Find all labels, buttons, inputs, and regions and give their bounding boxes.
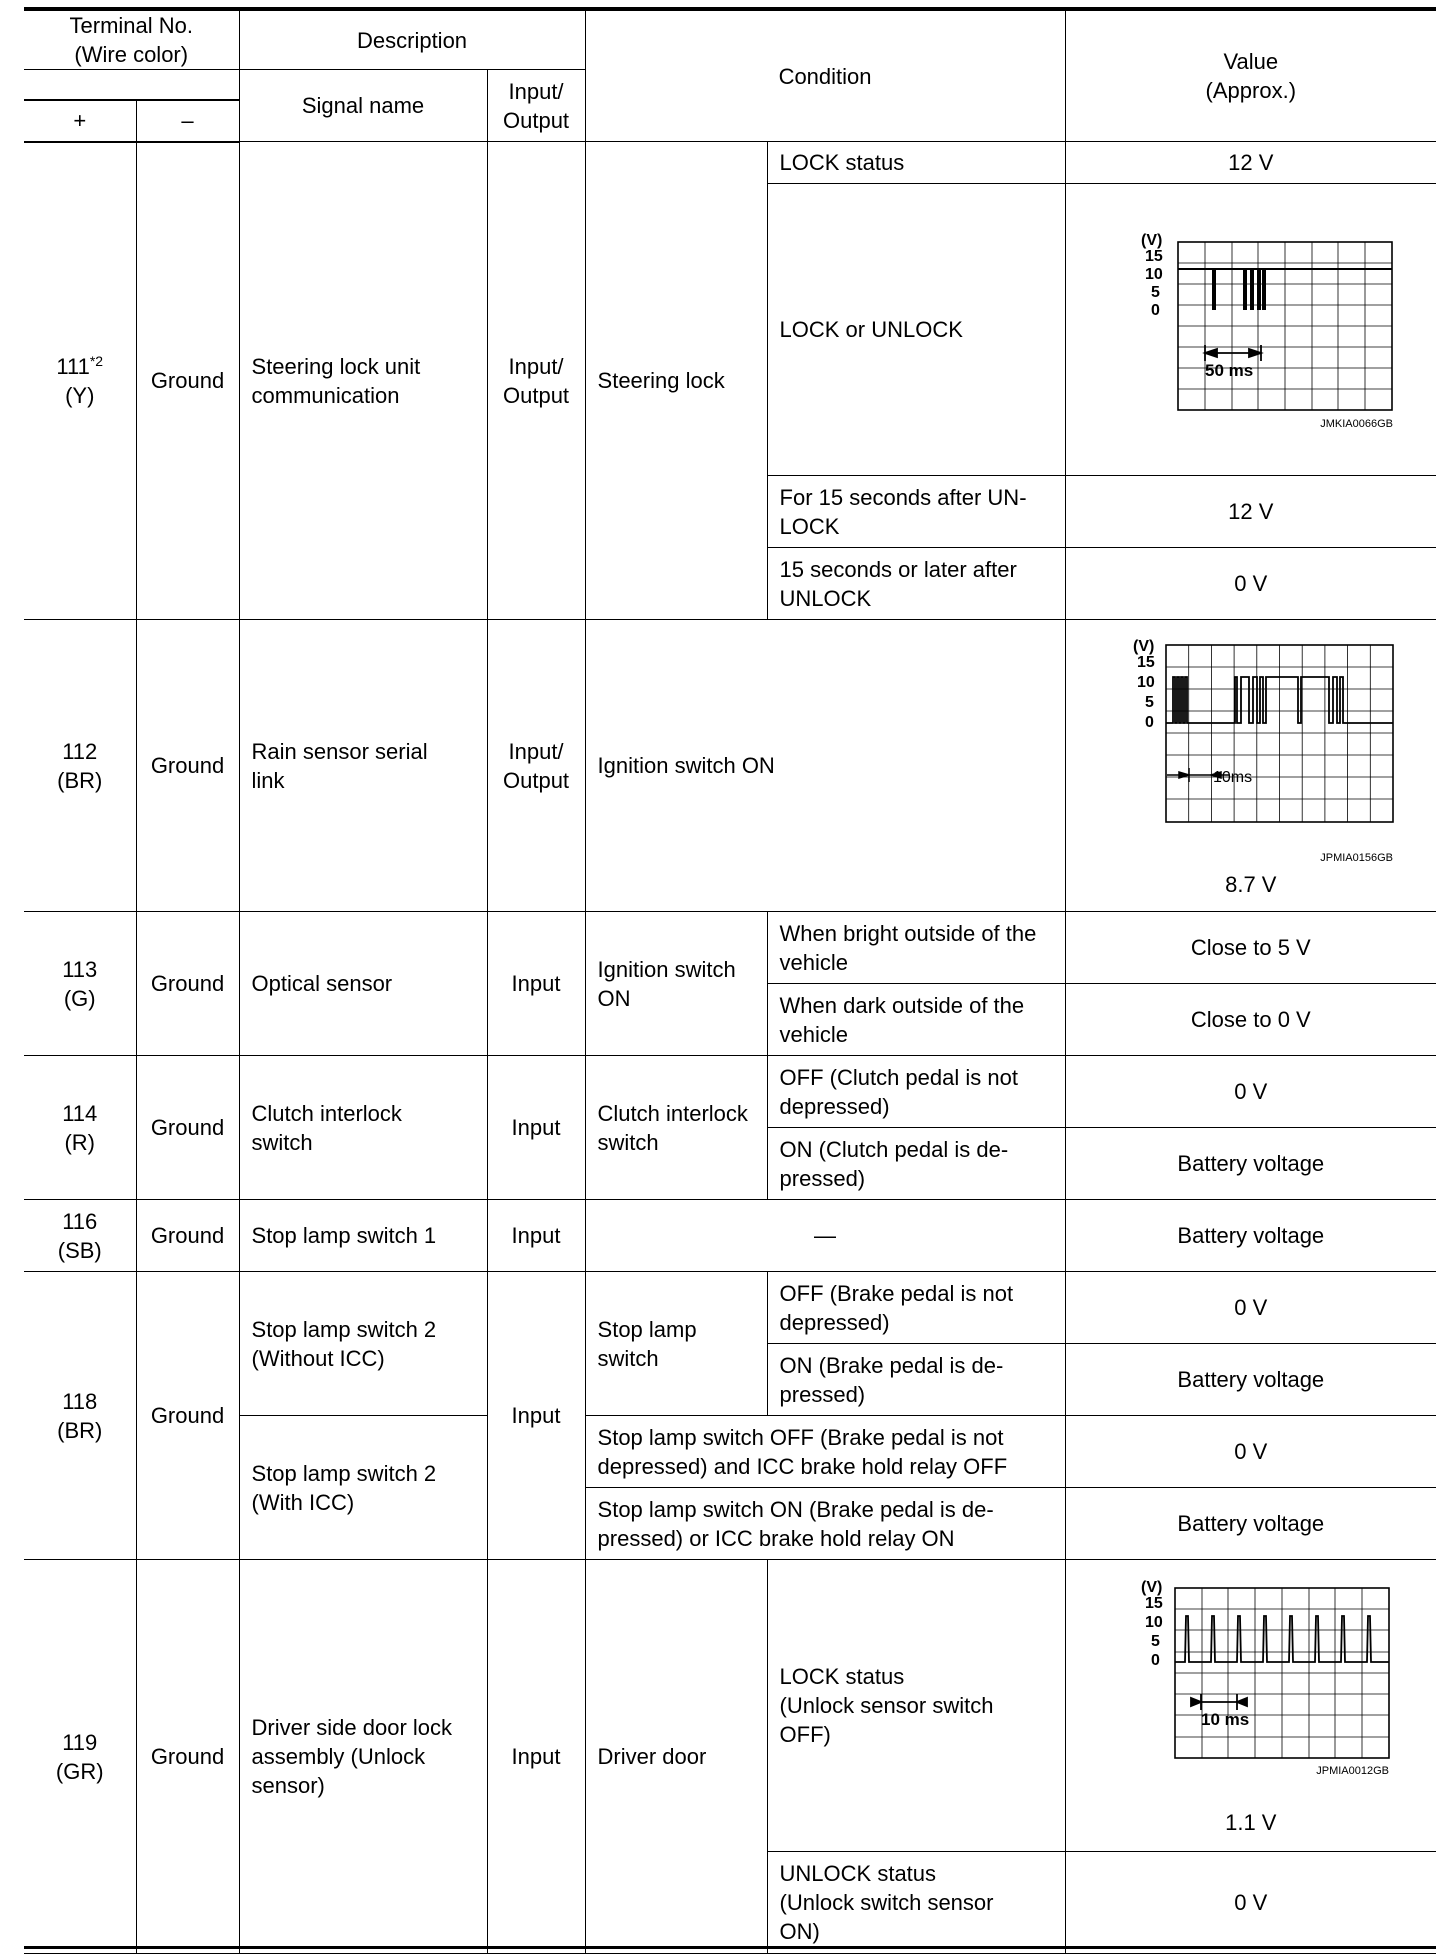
value-text: 8.7 V <box>1225 871 1277 897</box>
signal-name-cell: Stop lamp switch 2 (With ICC) <box>239 1416 487 1560</box>
condition-sub-cell: ON (Clutch pedal is de- pressed) <box>767 1128 1065 1200</box>
description-header: Description <box>239 11 585 70</box>
signal-name-cell: Stop lamp switch 2 (Without ICC) <box>239 1272 487 1416</box>
terminal-cell: 118 (BR) <box>24 1272 136 1560</box>
ground-cell: Ground <box>136 620 239 912</box>
ground-cell: Ground <box>136 912 239 1056</box>
wave-figure-code: JPMIA0012GB <box>1316 1765 1389 1777</box>
condition-main-cell: Driver door <box>585 1560 767 1954</box>
waveform-rain-sensor <box>1101 633 1401 868</box>
wave-grid <box>1175 1588 1389 1758</box>
io-cell: Input <box>487 912 585 1056</box>
io-header: Input/ Output <box>487 70 585 142</box>
table-row <box>24 1560 1436 1852</box>
signal-name-cell: Clutch interlock switch <box>239 1056 487 1200</box>
wave-time-marker <box>1191 1694 1247 1710</box>
terminal-cell: 114 (R) <box>24 1056 136 1200</box>
condition-cell: Stop lamp switch OFF (Brake pedal is not depressed) and ICC brake hold relay OFF <box>585 1416 1065 1488</box>
waveform-unlock-sensor <box>1101 1574 1401 1806</box>
wave-time-label: 50 ms <box>1204 360 1253 380</box>
wave-grid <box>1166 645 1393 822</box>
table-row <box>24 912 1436 984</box>
value-header: Value (Approx.) <box>1065 11 1436 142</box>
wave-figure-code: JMKIA0066GB <box>1320 417 1393 430</box>
condition-main-cell: Ignition switch ON <box>585 912 767 1056</box>
io-cell: Input/ Output <box>487 142 585 620</box>
condition-sub-cell: 15 seconds or later after UNLOCK <box>767 548 1065 620</box>
terminal-no-header: Terminal No. (Wire color) <box>24 11 239 70</box>
wave-unit: (V) <box>1132 637 1155 655</box>
value-cell: Close to 5 V <box>1065 912 1436 984</box>
condition-main-cell: Steering lock <box>585 142 767 620</box>
condition-main-cell: Clutch interlock switch <box>585 1056 767 1200</box>
table-header <box>24 11 1436 142</box>
wave-figure-code: JPMIA0156GB <box>1320 851 1393 864</box>
value-text: 1.1 V <box>1225 1810 1277 1835</box>
wave-tick-10: 10 <box>1144 265 1163 283</box>
wave-tick-10: 10 <box>1136 673 1155 691</box>
wave-tick-0: 0 <box>1150 301 1160 319</box>
condition-header: Condition <box>585 11 1065 142</box>
wave-unit: (V) <box>1140 231 1163 249</box>
condition-sub-cell: OFF (Clutch pedal is not depressed) <box>767 1056 1065 1128</box>
io-cell: Input <box>487 1560 585 1954</box>
value-cell: 12 V <box>1065 476 1436 548</box>
table-row <box>24 620 1436 912</box>
wave-tick-10: 10 <box>1144 1614 1163 1631</box>
ground-cell: Ground <box>136 1272 239 1560</box>
waveform-cell <box>1065 620 1436 912</box>
value-cell: 0 V <box>1065 1416 1436 1488</box>
condition-sub-cell: LOCK status (Unlock sensor switch OFF) <box>767 1560 1065 1852</box>
condition-sub-cell: LOCK or UNLOCK <box>767 184 1065 476</box>
wave-tick-0: 0 <box>1144 713 1154 731</box>
wave-tick-15: 15 <box>1144 247 1163 265</box>
value-cell: 12 V <box>1065 142 1436 184</box>
table-row <box>24 142 1436 184</box>
wave-time-label: 10 ms <box>1200 1710 1249 1729</box>
minus-header: – <box>136 100 239 142</box>
value-cell: Battery voltage <box>1065 1128 1436 1200</box>
condition-sub-cell: For 15 seconds after UN- LOCK <box>767 476 1065 548</box>
wave-grid <box>1178 242 1392 410</box>
value-cell: Battery voltage <box>1065 1488 1436 1560</box>
signal-name-cell: Rain sensor serial link <box>239 620 487 912</box>
ground-cell: Ground <box>136 1056 239 1200</box>
io-cell: Input/ Output <box>487 620 585 912</box>
signal-name-cell: Driver side door lock assembly (Unlock sensor) <box>239 1560 487 1954</box>
value-cell: 0 V <box>1065 1272 1436 1344</box>
value-cell: Battery voltage <box>1065 1200 1436 1272</box>
terminal-spec-table <box>24 10 1436 1954</box>
ground-cell: Ground <box>136 1560 239 1954</box>
terminal-cell: 119 (GR) <box>24 1560 136 1954</box>
plus-header: + <box>24 100 136 142</box>
value-cell: Close to 0 V <box>1065 984 1436 1056</box>
table-row <box>24 1056 1436 1128</box>
terminal-cell: 112 (BR) <box>24 620 136 912</box>
waveform-cell <box>1065 1560 1436 1852</box>
condition-sub-cell: When dark outside of the vehicle <box>767 984 1065 1056</box>
value-cell: Battery voltage <box>1065 1344 1436 1416</box>
terminal-header-divider <box>24 70 239 100</box>
condition-cell: Stop lamp switch ON (Brake pedal is de- pressed) or ICC brake hold relay ON <box>585 1488 1065 1560</box>
terminal-cell: 111$^{*2}$ (Y) <box>24 142 136 620</box>
io-cell: Input <box>487 1200 585 1272</box>
wave-tick-0: 0 <box>1150 1652 1160 1669</box>
condition-sub-cell: UNLOCK status (Unlock switch sensor ON) <box>767 1852 1065 1954</box>
io-cell: Input <box>487 1272 585 1560</box>
wave-tick-5: 5 <box>1150 1633 1160 1650</box>
condition-sub-cell: OFF (Brake pedal is not depressed) <box>767 1272 1065 1344</box>
signal-name-cell: Stop lamp switch 1 <box>239 1200 487 1272</box>
condition-sub-cell: When bright outside of the vehicle <box>767 912 1065 984</box>
io-cell: Input <box>487 1056 585 1200</box>
wave-tick-5: 5 <box>1144 693 1154 711</box>
value-cell: 0 V <box>1065 1056 1436 1128</box>
ground-cell: Ground <box>136 142 239 620</box>
value-cell: 0 V <box>1065 1852 1436 1954</box>
value-cell: 0 V <box>1065 548 1436 620</box>
condition-sub-cell: LOCK status <box>767 142 1065 184</box>
condition-main-cell: Stop lamp switch <box>585 1272 767 1416</box>
table-row <box>24 1272 1436 1344</box>
waveform-cell <box>1065 184 1436 476</box>
table-row <box>24 1200 1436 1272</box>
wave-tick-5: 5 <box>1150 283 1160 301</box>
wave-time-label: 10ms <box>1212 768 1252 786</box>
wave-tick-15: 15 <box>1136 653 1155 671</box>
terminal-table-sheet <box>24 7 1436 1949</box>
terminal-cell: 116 (SB) <box>24 1200 136 1272</box>
ground-cell: Ground <box>136 1200 239 1272</box>
signal-name-cell: Optical sensor <box>239 912 487 1056</box>
waveform-lock-unlock <box>1101 225 1401 435</box>
signal-name-header: Signal name <box>239 70 487 142</box>
condition-cell: Ignition switch ON <box>585 620 1065 912</box>
terminal-cell: 113 (G) <box>24 912 136 1056</box>
wave-unit: (V) <box>1140 1579 1163 1596</box>
signal-name-cell: Steering lock unit communication <box>239 142 487 620</box>
condition-cell: — <box>585 1200 1065 1272</box>
wave-tick-15: 15 <box>1144 1595 1163 1612</box>
condition-sub-cell: ON (Brake pedal is de- pressed) <box>767 1344 1065 1416</box>
